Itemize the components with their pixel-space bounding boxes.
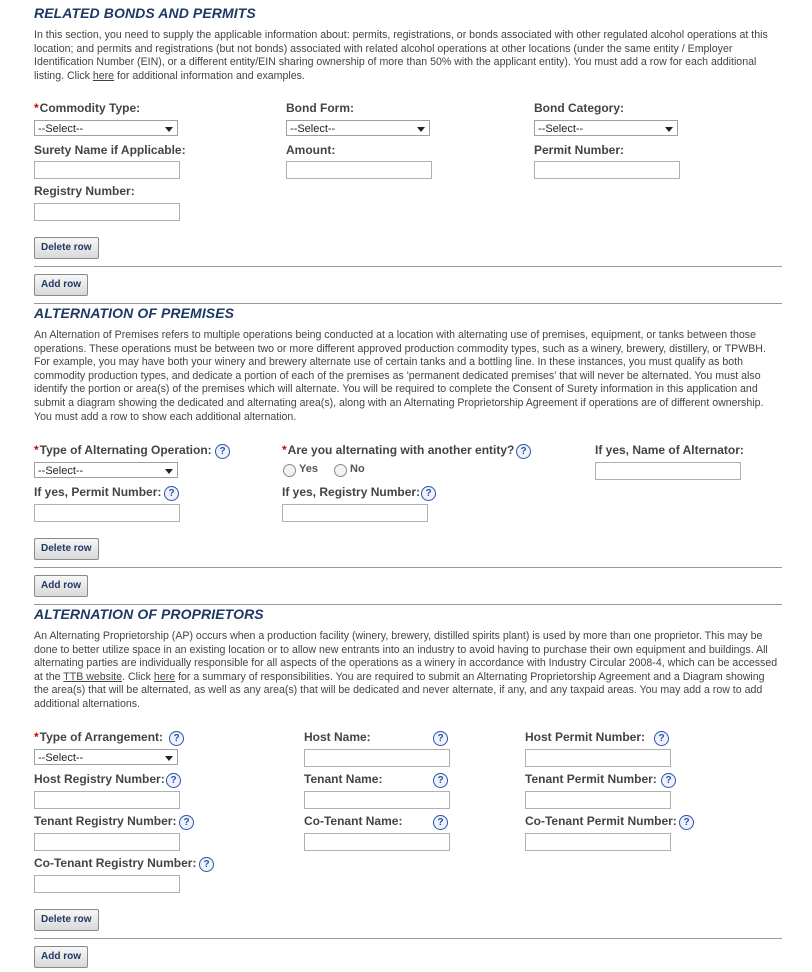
- registry-number-label: Registry Number:: [34, 184, 135, 198]
- bonds-delete-row-button[interactable]: Delete row: [34, 237, 99, 259]
- ttb-website-link[interactable]: TTB website: [63, 670, 123, 683]
- host-registry-label: Host Registry Number:: [34, 772, 165, 786]
- help-icon[interactable]: ?: [433, 815, 448, 830]
- help-icon[interactable]: ?: [516, 444, 531, 459]
- bond-form-select[interactable]: --Select--: [286, 120, 430, 136]
- premises-section-title: ALTERNATION OF PREMISES: [34, 305, 235, 321]
- surety-name-input[interactable]: [34, 161, 180, 179]
- host-name-input[interactable]: [304, 749, 450, 767]
- amount-label: Amount:: [286, 143, 336, 157]
- alternating-operation-type-select[interactable]: --Select--: [34, 462, 178, 478]
- tenant-name-label: Tenant Name:: [304, 772, 383, 786]
- help-icon[interactable]: ?: [199, 857, 214, 872]
- cotenant-name-input[interactable]: [304, 833, 450, 851]
- bonds-description-tail: for additional information and examples.: [114, 69, 305, 82]
- bond-category-select[interactable]: --Select--: [534, 120, 678, 136]
- chevron-down-icon: [165, 469, 173, 474]
- bonds-description-text: In this section, you need to supply the applicable information about: permits, registrations, or bonds associated with other regulated alcohol operations at this location; and permits and registrations (but not bonds) associated with related alcohol operations at other locations (under the same entity / Employer Identification Number (EIN), or a different entity/EIN sharing ownership of more than 50% with the applicant entity). You must add a row for each additional listing. Click: [34, 29, 768, 82]
- arrangement-type-label: *Type of Arrangement:: [34, 730, 164, 744]
- commodity-type-select[interactable]: --Select--: [34, 120, 178, 136]
- host-permit-input[interactable]: [525, 749, 671, 767]
- chevron-down-icon: [417, 127, 425, 132]
- divider: [34, 266, 782, 267]
- divider: [34, 604, 782, 605]
- divider: [34, 567, 782, 568]
- help-icon[interactable]: ?: [179, 815, 194, 830]
- proprietors-delete-row-button[interactable]: Delete row: [34, 909, 99, 931]
- cotenant-registry-input[interactable]: [34, 875, 180, 893]
- help-icon[interactable]: ?: [661, 773, 676, 788]
- proprietors-add-row-button[interactable]: Add row: [34, 946, 88, 968]
- required-marker: *: [34, 730, 39, 744]
- yes-radio[interactable]: [283, 464, 296, 477]
- help-icon[interactable]: ?: [169, 731, 184, 746]
- proprietors-here-link[interactable]: here: [153, 670, 176, 683]
- help-icon[interactable]: ?: [421, 486, 436, 501]
- alternator-name-input[interactable]: [595, 462, 741, 480]
- bond-category-label: Bond Category:: [534, 101, 624, 115]
- required-marker: *: [34, 101, 39, 115]
- help-icon[interactable]: ?: [164, 486, 179, 501]
- alternating-permit-input[interactable]: [34, 504, 180, 522]
- tenant-permit-label: Tenant Permit Number:: [525, 772, 657, 786]
- bonds-description: [34, 29, 780, 83]
- help-icon[interactable]: ?: [433, 773, 448, 788]
- tenant-registry-label: Tenant Registry Number:: [34, 814, 177, 828]
- bond-form-label: Bond Form:: [286, 101, 354, 115]
- required-marker: *: [282, 443, 287, 457]
- alternating-registry-input[interactable]: [282, 504, 428, 522]
- help-icon[interactable]: ?: [654, 731, 669, 746]
- tenant-name-input[interactable]: [304, 791, 450, 809]
- alternator-name-label: If yes, Name of Alternator:: [595, 443, 744, 457]
- tenant-registry-input[interactable]: [34, 833, 180, 851]
- host-registry-input[interactable]: [34, 791, 180, 809]
- commodity-type-label: *Commodity Type:: [34, 101, 141, 115]
- alternating-registry-label: If yes, Registry Number:: [282, 485, 421, 499]
- proprietors-description-mid: . Click: [122, 670, 154, 683]
- no-radio-label: No: [350, 463, 365, 475]
- required-marker: *: [34, 443, 39, 457]
- chevron-down-icon: [665, 127, 673, 132]
- surety-name-label: Surety Name if Applicable:: [34, 143, 186, 157]
- help-icon[interactable]: ?: [166, 773, 181, 788]
- no-radio[interactable]: [334, 464, 347, 477]
- proprietors-section-title: ALTERNATION OF PROPRIETORS: [34, 606, 264, 622]
- host-permit-label: Host Permit Number:: [525, 730, 646, 744]
- registry-number-input[interactable]: [34, 203, 180, 221]
- proprietors-description-tail: for a summary of responsibilities. You are required to submit an Alternating Proprietorship Agreement and a Diagram showing the area(s) that will be alternated, as well as any area(s) that will be dedicated and never alternate, if any, and any taxpaid areas. You may add a row to add additional alternations.: [34, 670, 765, 710]
- tenant-permit-input[interactable]: [525, 791, 671, 809]
- proprietors-description: [34, 630, 780, 712]
- arrangement-type-select[interactable]: --Select--: [34, 749, 178, 765]
- alternating-entity-label: *Are you alternating with another entity?: [282, 443, 515, 457]
- cotenant-registry-label: Co-Tenant Registry Number:: [34, 856, 197, 870]
- host-name-label: Host Name:: [304, 730, 371, 744]
- premises-delete-row-button[interactable]: Delete row: [34, 538, 99, 560]
- help-icon[interactable]: ?: [215, 444, 230, 459]
- alternating-permit-label: If yes, Permit Number:: [34, 485, 162, 499]
- alternating-operation-type-label: *Type of Alternating Operation:: [34, 443, 212, 457]
- premises-add-row-button[interactable]: Add row: [34, 575, 88, 597]
- help-icon[interactable]: ?: [433, 731, 448, 746]
- cotenant-name-label: Co-Tenant Name:: [304, 814, 403, 828]
- chevron-down-icon: [165, 127, 173, 132]
- help-icon[interactable]: ?: [679, 815, 694, 830]
- permit-number-input[interactable]: [534, 161, 680, 179]
- proprietors-description-text: An Alternating Proprietorship (AP) occurs when a production facility (winery, brewery, distilled spirits plant) is used by more than one proprietor. This may be done to better utilize space in an existing location or to allow new entrants into an industry to avoid having to purchase their own equipment and buildings. All alternating parties are individually responsible for all aspects of the operations as a winery in accordance with Industry Circular 2008-4, which can be accessed at the: [34, 630, 778, 683]
- bonds-section-title: RELATED BONDS AND PERMITS: [34, 5, 256, 21]
- bonds-add-row-button[interactable]: Add row: [34, 274, 88, 296]
- yes-radio-label: Yes: [299, 463, 318, 475]
- cotenant-permit-input[interactable]: [525, 833, 671, 851]
- bonds-here-link[interactable]: here: [92, 69, 115, 82]
- permit-number-label: Permit Number:: [534, 143, 625, 157]
- divider: [34, 303, 782, 304]
- amount-input[interactable]: [286, 161, 432, 179]
- cotenant-permit-label: Co-Tenant Permit Number:: [525, 814, 677, 828]
- divider: [34, 938, 782, 939]
- chevron-down-icon: [165, 756, 173, 761]
- premises-description: An Alternation of Premises refers to multiple operations being conducted at a location with alternating use of premises, equipment, or tanks between those operations. These operations must be between two or more different approved production commodity types, such as a winery, brewery, distillery, or TPWBH. For example, you may have both your winery and brewery alternate use of certain tanks and a bottling line. In these instances, you must qualify as both commodity production types, and dedicate a portion of each of the premises as 'permanent dedicated premises' that will never be alternated. You must also identify the portion or area(s) of the premises which will alternate. You will be required to complete the Consent of Surety information in this application and submit a diagram showing the dedicated and alternating area(s), along with an Alternating Proprietorship Agreement if operations are of different ownership. You must add a row to show each additional alternation.: [34, 329, 766, 423]
